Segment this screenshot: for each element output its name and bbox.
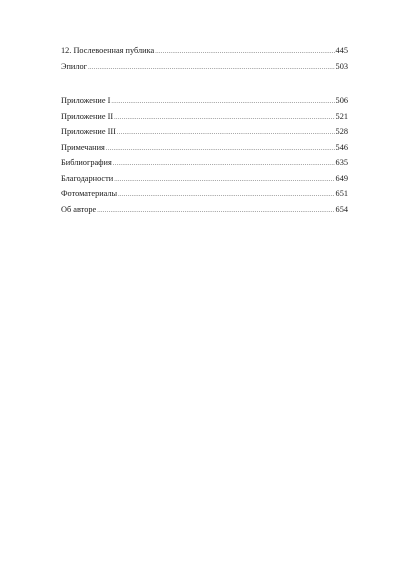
toc-entry-title: Приложение II (61, 111, 114, 121)
toc-entry-title: Приложение I (61, 96, 111, 105)
toc-entry-page-number: 445 (335, 46, 348, 55)
toc-entry-title: 12. Послевоенная публика (61, 46, 155, 55)
dot-leader (106, 142, 335, 158)
toc-appendices-section (61, 93, 348, 217)
toc-chapters-section (61, 43, 348, 74)
toc-entry-title: Об авторе (61, 204, 97, 214)
toc-entry-acknowledgements (61, 171, 348, 187)
dot-leader (88, 61, 334, 77)
dot-leader (114, 173, 334, 189)
toc-entry-title: Приложение III (61, 127, 116, 136)
toc-entry-photographs (61, 186, 348, 202)
toc-entry-appendix-2 (61, 109, 348, 125)
toc-entry-page-number: 528 (335, 127, 348, 136)
dot-leader (118, 188, 334, 204)
toc-entry-title: Библиография (61, 158, 112, 167)
toc-entry-page-number: 649 (335, 173, 348, 183)
toc-entry-page-number: 635 (335, 158, 348, 167)
dot-leader (155, 45, 334, 61)
toc-entry-epilogue (61, 59, 348, 75)
toc-entry-title: Примечания (61, 142, 105, 152)
dot-leader (97, 204, 334, 220)
dot-leader (113, 157, 335, 173)
toc-entry-page-number: 503 (335, 61, 348, 71)
toc-entry-postwar-public (61, 43, 348, 59)
toc-entry-appendix-1 (61, 93, 348, 109)
dot-leader (117, 126, 335, 142)
toc-entry-about-author (61, 202, 348, 218)
toc-entry-notes (61, 140, 348, 156)
dot-leader (111, 95, 334, 111)
toc-entry-page-number: 654 (335, 204, 348, 214)
toc-entry-title: Благодарности (61, 173, 114, 183)
toc-entry-page-number: 506 (335, 96, 348, 105)
toc-entry-title: Эпилог (61, 61, 88, 71)
toc-entry-page-number: 521 (335, 111, 348, 121)
toc-entry-bibliography (61, 155, 348, 171)
dot-leader (114, 111, 334, 127)
toc-entry-title: Фотоматериалы (61, 189, 118, 198)
toc-entry-page-number: 546 (335, 142, 348, 152)
toc-entry-page-number: 651 (335, 189, 348, 198)
toc-entry-appendix-3 (61, 124, 348, 140)
